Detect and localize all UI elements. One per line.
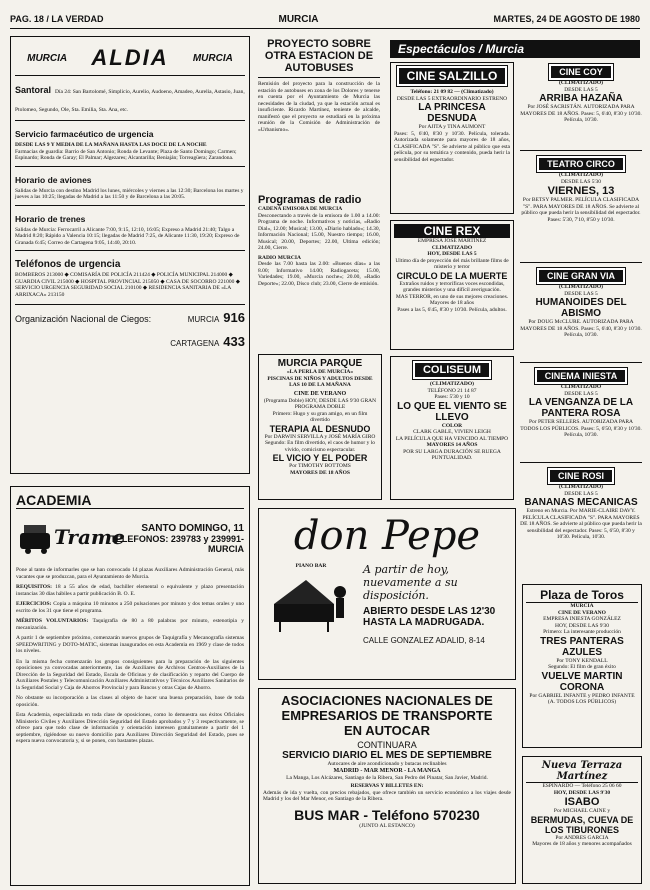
cinema-column	[520, 62, 642, 582]
piano-bar-illustration	[266, 570, 356, 634]
cine-coliseum	[390, 356, 514, 500]
piano-bar-label: PIANO BAR	[295, 563, 327, 569]
cinema-sub: (CLIMATIZADO)	[559, 284, 603, 290]
coliseum-note: POR SU LARGA DURACIÓN SE RUEGA PUNTUALIDAD.	[403, 448, 501, 461]
cinema-name: CINEMA INIESTA	[535, 368, 628, 384]
cinema-sub: (CLIMATIZADO)	[559, 80, 603, 86]
parque-sched: (Programa Doble) HOY, DESDE LAS 9'30 GRAN PROGRAMA DOBLE	[263, 397, 377, 410]
santoral-text: Día 24: San Bartolomé, Simplicio, Aurelio, Audoeno, Amadeo, Aurelia, Astasio, Juan, Ptolomeo, Segundo, Ole, Sta. Emilia, Sta. Ana, etc.	[15, 89, 245, 113]
rex-note: Ultimo día de proyección del más brillante films de misterio y terror	[395, 257, 509, 270]
terraza-martinez-ad	[522, 756, 642, 884]
toros-rating: (A. TODOS LOS PÚBLICOS)	[547, 699, 617, 705]
autocar-address: (JUNTO AL ESTANCO)	[359, 822, 415, 829]
section-name: MURCIA	[278, 14, 319, 25]
terraza-cast: Por ANDRES GARCIA	[555, 834, 609, 841]
radio-programs	[258, 194, 380, 354]
planes-label: Horario de aviones	[15, 174, 92, 185]
rex-sub2: MAS TERROR, en uno de sus mejores creaciones. Mayores de 18 años	[395, 293, 509, 306]
autocar-ad	[258, 688, 516, 884]
cinema-film: HUMANOIDES DEL ABISMO	[535, 297, 627, 319]
page-date: MARTES, 24 DE AGOSTO DE 1980	[493, 14, 640, 24]
rex-name: CINE REX	[394, 224, 510, 238]
cinema-body: Estreno en Murcia. Por MARIE-CLAIRE DAVY. PELÍCULA CLASIFICADA "S". PARA MAYORES DE 18 AÑOS. Se advierte al público que pueda herir la sensibilidad del espectador. Pases: 5, 6'50, 8'30 y 10'30. Película, 10'30.	[520, 508, 642, 540]
parque-film: TERAPIA AL DESNUDO	[269, 423, 371, 434]
salzillo-name: CINE SALZILLO	[397, 66, 508, 86]
cinema-body: Por BETSY PALMER. PELÍCULA CLASIFICADA "S". PARA MAYORES DE 18 AÑOS. Se advierte al público que pueda herir la sensibilidad del espectador. Pases: 5'30, 7'10, 8'50 y 10'30.	[521, 197, 641, 223]
autocar-reserve: RESERVAS Y BILLETES EN:	[350, 783, 424, 789]
coliseum-rating: MAYORES 14 AÑOS	[426, 442, 478, 448]
toros-city: MURCIA	[570, 603, 594, 609]
page-number: PAG. 18 / LA VERDAD	[10, 14, 104, 24]
radio-text: Desde las 7.00 hasta las 2.00: «Buenos días» a las 8.00; Informativo 14.00; Radiogaceta; 15.00, Variedades; 19.00, «Murcia noche»; 20.00, «Radio Deporte»; 22.00, Disco club; 23.00, Cierre de emisión.	[258, 261, 380, 287]
toros-empresa: EMPRESA INIESTA GONZÁLEZ	[543, 616, 621, 622]
academia-ad	[10, 486, 250, 886]
autocar-title: EN AUTOCAR	[344, 723, 430, 738]
academia-p4: Esta Academia, especializada en toda clase de oposiciones, como lo demuestra sus éxitos Oficiales Ministerio Civiles y Auxiliares Dirección Seguridad del Estado aprobados y 7 y 3 respectivamente, se ofrece para que todo clase de información y orientación interesen gratuitamente a partir del 1 septiembre, rigiéndose su nuevo domicilio para Auxiliares Dirección Seguridad del Estado, pues se espera nueva convocatoria y, si se ponen, con bastantes plazas.	[16, 712, 244, 744]
santoral-label: Santoral	[15, 85, 52, 95]
don-pepe-address: CALLE GONZALEZ ADALID, 8-14	[363, 636, 485, 645]
parque-title: MURCIA PARQUE	[277, 358, 363, 369]
don-pepe-line1: A partir de hoy, nuevamente a su disposición.	[363, 563, 458, 602]
req-label: REQUISITOS:	[16, 584, 52, 590]
parque-film: EL VICIO Y EL PODER	[272, 453, 368, 463]
cinema-name: CINE COY	[549, 64, 613, 80]
toros-first: Primero: La interesante producción	[543, 629, 621, 635]
ex-label: EJERCICIOS:	[16, 601, 52, 607]
coliseum-clima: (CLIMATIZADO)	[430, 381, 474, 387]
ex-text: Copia a máquina 10 minutos a 250 pulsaciones por minuto y dos temas orales y uno escrito de los 31 que tiene el programa.	[16, 601, 244, 614]
trains-label: Horario de trenes	[15, 213, 86, 224]
phones-text: BOMBEROS 213000 ◆ COMISARÍA DE POLICÍA 211424 ◆ POLICÍA MUNICIPAL 214000 ◆ GUARDIA CIVIL 215000 ◆ HOSPITAL PROVINCIAL 215050 ◆ CASA DE SOCORRO 221000 ◆ SERVICIO URGENCIA SEGURIDAD SOCIAL 210100 ◆ RESIDENCIA SANITARIA DE «LA ARRIXACA» 213150	[15, 272, 240, 298]
academia-address: SANTO DOMINGO, 11	[141, 522, 244, 534]
academia-logo: Trame	[54, 525, 125, 549]
planes-text: Salidas de Murcia con destino Madrid los lunes, miércoles y viernes a las 12:30; Barcelona los martes y jueves a las 10:25; llegadas de Madrid a las 11:50 y de Barcelona a las 20:05.	[15, 187, 244, 200]
salzillo-phone: Teléfono: 21 09 82 — (Climatizado)	[410, 89, 494, 95]
coliseum-color: COLOR	[441, 422, 463, 429]
typewriter-logo	[16, 515, 125, 561]
academia-p2: En la misma fecha comenzarán los grupos consiguientes para la preparación de las siguientes oposiciones ya convocadas anteriormente, 1as de Auxiliares de Archivos Centros-Auxiliares de la Dirección de la Seguridad del Estado, Escala de Oficinas y de clasificación y reparto del Cuerpo de Auxiliares Postales y Telecomunicación Auxiliares Administrativos y Técnicos Auxiliares Sanitarios de la Seguridad Social y Caja de Ahorros Provincial y para Bancos y otras Cajas de Ahorro.	[16, 658, 244, 691]
cinema-sched: DESDE LAS 5	[564, 86, 598, 93]
once-number: 433	[223, 334, 245, 349]
autocar-stops: La Manga, Los Alcázares, Santiago de la Ribera, San Pedro del Pinatar, San Javier, Madrid.	[286, 774, 488, 781]
parque-cast: Por DARWIN SERVILLA y JOSÉ MARÍA GIRO	[264, 433, 376, 440]
bus-body: Remisión del proyecto para la construcción de la estación de autobuses en zona de los Dolores y tenerse en cuenta por el Ayuntamiento de Murcia las necesidades de la ciudad, ya que la estación actual es insuficiente. Ricardo Martínez, teniente de alcalde, manifestó que el proyecto se estudiará en la próxima reunión de la Comisión de Administración de «Urbanismo».	[258, 81, 380, 133]
salzillo-cast: Por AJITA y TINA AUMONT	[418, 124, 486, 130]
academia-phones: TELEFONOS: 239783 y 239991-MURCIA	[110, 533, 244, 554]
coliseum-desc: LA PELÍCULA QUE HA VENCIDO AL TIEMPO	[395, 435, 509, 442]
parque-first: Primero: Hugo y su gran amigo, en un film divertido	[272, 410, 368, 423]
parque-cast: Por TIMOTHY BOTTOMS	[289, 463, 351, 469]
parque-rating: MAYORES DE 18 AÑOS	[290, 469, 350, 476]
salzillo-times: DESDE LAS 5 EXTRAORDINARIO ESTRENO	[396, 95, 508, 102]
cinema-name: CINE ROSI	[548, 468, 614, 484]
rex-film: CIRCULO DE LA MUERTE	[396, 270, 508, 281]
cinema-sched: DESDE LAS 5	[564, 290, 598, 297]
once-label: Organización Nacional de Ciegos:	[15, 314, 152, 324]
terraza-city: ESPINARDO — Teléfono 25 06 60	[542, 783, 622, 789]
murcia-al-dia-banner	[15, 41, 245, 76]
cinema-sub: (CLIMATIZADO)	[559, 172, 603, 178]
cinema-film: BANANAS MECANICAS	[524, 497, 638, 508]
toros-cine: CINE DE VERANO	[558, 609, 606, 616]
radio-text: Desconectando a través de la emisora de 1.00 a 14.00: Programa de noche. Informativos y noticias, «Radio Dial», 12.00; Musical; 13.00, «Diario hablado»; 14.30, Información Nacional; 15.00, Nuestro tiempo; 16.00, Musical; 20.00, Deportes; 22.00, Ultima edición; 24.00, Cierre.	[258, 212, 380, 251]
mer-text: Taquigrafía de 80 a 80 palabras por minuto, estenotipia y mecanización.	[16, 618, 244, 631]
cinema-sched: DESDE LAS 5	[564, 490, 598, 497]
rex-desc: Extraños ruidos y terroríficas voces escondidas, grandes misterios y una difícil averiguación.	[399, 280, 505, 293]
toros-film: TRES PANTERAS AZULES	[540, 635, 624, 658]
pharmacy-text: Farmacias de guardia: Barrio de San Antonio; Ronda de Levante; Plaza de Santo Domingo; Carmen; Espinardo; Ronda de Garay; El Palmar; Algezares; Alcantarilla; Beniaján; Torreagüera; Zarandona.	[15, 148, 237, 161]
coliseum-phone: TELÉFONO 21 14 87	[427, 387, 477, 394]
terraza-film: ISABO	[564, 796, 600, 808]
terraza-rating: Mayores de 18 años y menores acompañados	[532, 841, 632, 847]
don-pepe-logo: don Pepe	[293, 513, 481, 559]
once-city: CARTAGENA	[170, 339, 220, 348]
cinema-sub: CLIMATIZADO	[560, 384, 602, 390]
toros-film: VUELVE MARTIN CORONA	[541, 670, 623, 693]
cinema-sched: DESDE LAS 5'30	[560, 178, 602, 185]
autocar-continua: CONTINUARA	[357, 740, 417, 750]
bus-headline: PROYECTO SOBRE OTRA ESTACION DE AUTOBUSES	[258, 38, 380, 78]
toros-second: Segundo: El film de gran éxito	[548, 664, 616, 670]
cine-salzillo	[390, 62, 514, 214]
trains-text: Salidas de Murcia: Ferrocarril a Alicante 7:00, 9:15, 12:10, 16:05; Expreso a Madrid 21:40; Talgo a Madrid 8:20; Rápido a Valencia 10:15; llegadas de Madrid 7:25, de Alicante 11:30, 19:20; Expreso de Granada 6:45; Correo de Cartagena 9:05, 14:40, 20:10.	[15, 226, 240, 246]
espectaculos-banner	[390, 40, 640, 58]
banner-logo: ALDIA	[91, 45, 169, 70]
cine-rex	[390, 220, 514, 350]
autocar-auth: Autocares de aire acondicionado y butacas reclinables	[327, 761, 447, 767]
radio-headline: Programas de radio	[258, 194, 362, 206]
coliseum-name: COLISEUM	[413, 361, 491, 379]
autocar-text: Además de ida y vuelta, con precios rebajados, que ofrece también un servicio económico a los viajes desde Madrid y los del Mar Menor, en Santiago de la Ribera.	[263, 789, 511, 802]
parque-sub: «LA PERLA DE MURCIA»	[286, 369, 354, 375]
parque-second: Segundo: En film divertido, el caos de humor y lo vivido, comicismo espectacular.	[265, 440, 375, 453]
coliseum-film: LO QUE EL VIENTO SE LLEVO	[397, 400, 507, 423]
page-header	[10, 14, 640, 29]
banner-word: MURCIA	[27, 52, 68, 64]
bus-article	[258, 38, 380, 188]
academia-p3: No obstante su incorporación a las clases al objeto de hacer una buena preparación, base de toda oposición.	[16, 695, 244, 708]
cinema-name: TEATRO CIRCO	[537, 156, 625, 172]
autocar-title: ASOCIACIONES NACIONALES DE	[281, 693, 493, 708]
banner-word: MURCIA	[192, 52, 233, 64]
toros-title: Plaza de Toros	[526, 588, 638, 603]
req-text: 18 a 55 años de edad, bachiller elemental o equivalente y plazo presentación instancias 30 días hábiles a partir publicación B. O. E.	[16, 584, 245, 597]
city-guide	[10, 36, 250, 474]
cinema-film: ARRIBA HAZAÑA	[539, 93, 623, 104]
cinema-listing	[520, 463, 642, 582]
parque-sub2: PISCINAS DE NIÑOS Y ADULTOS DESDE LAS 10 DE LA MAÑANA	[267, 375, 373, 388]
terraza-sched: HOY, DESDE LAS 9'30	[553, 789, 611, 796]
cinema-sched: DESDE LAS 5	[564, 390, 598, 397]
don-pepe-line2: ABIERTO DESDE LAS 12'30 HASTA LA MADRUGADA.	[363, 606, 496, 628]
autocar-phone: BUS MAR - Teléfono 570230	[294, 806, 480, 823]
don-pepe-ad	[258, 508, 516, 680]
rex-clima: CLIMATIZADO	[431, 244, 473, 251]
autocar-service: SERVICIO DIARIO EL MES DE SEPTIEMBRE	[282, 750, 492, 761]
rex-pases: Pases a las 5, 6'45, 8'30 y 10'30. Película, adultos.	[397, 306, 507, 313]
terraza-title: Nueva Terraza Martínez	[526, 760, 638, 783]
autocar-route: MADRID - MAR MENOR - LA MANGA	[333, 767, 441, 774]
toros-sched: HOY, DESDE LAS 9'30	[554, 622, 610, 629]
cinema-name: CINE GRAN VIA	[537, 268, 625, 284]
cinema-film: VIERNES, 13	[547, 185, 615, 197]
cinema-sub: (CLIMATIZADO)	[559, 484, 603, 490]
rex-sub: EMPRESA JOSÉ MARTÍNEZ	[417, 238, 487, 244]
murcia-parque-ad	[258, 354, 382, 500]
pharmacy-label: Servicio farmacéutico de urgencia	[15, 129, 154, 139]
plaza-toros-ad	[522, 584, 642, 748]
salzillo-note: Pases: 5, 6'40, 8'30 y 10'30. Película, tolerada. Autorizada solamente para mayores de 18 años, CLASIFICADA "S". Se advierte al público que esta película, por su temática y contenido, pueda herir la sensibilidad del espectador.	[394, 130, 510, 163]
parque-cine: CINE DE VERANO	[293, 390, 347, 397]
espectaculos-title: Espectáculos / Murcia	[398, 42, 525, 56]
mer-label: MÉRITOS VOLUNTARIOS:	[16, 618, 89, 624]
toros-cast: Por TONY KENDALL	[556, 657, 608, 664]
rex-sched: HOY, DESDE LAS 5	[427, 251, 477, 257]
academia-intro: Pone al tanto de informarles que se han convocado 14 plazas Auxiliares Administración General, más vacantes que se produzcan, para el Ayuntamiento de Murcia.	[16, 567, 244, 580]
pharmacy-note: DESDE LAS 9 Y MEDIA DE LA MAÑANA HASTA LAS DOCE DE LA NOCHE	[15, 142, 207, 148]
phones-label: Teléfonos de urgencia	[15, 259, 121, 270]
academia-title: ACADEMIA	[16, 492, 244, 509]
cinema-body: Por DOUG McCLURE. AUTORIZADA PARA MAYORES DE 18 AÑOS. Pases: 5, 6'40, 8'30 y 10'30. Película, 10'30.	[520, 319, 642, 338]
salzillo-film: LA PRINCESA DESNUDA	[418, 102, 486, 124]
cinema-listing	[520, 263, 642, 363]
toros-cast: Por GABRIEL INFANTE y PEDRO INFANTE	[529, 692, 635, 699]
cinema-body: Por JOSÉ SACRISTÁN. AUTORIZADA PARA MAYORES DE 18 AÑOS. Pases: 5, 6'40, 8'30 y 10'30. Película, 10'30.	[520, 104, 642, 123]
once-city: MURCIA	[187, 315, 220, 324]
autocar-title: EMPRESARIOS DE TRANSPORTE	[281, 708, 493, 723]
terraza-film: BERMUDAS, CUEVA DE LOS TIBURONES	[530, 814, 634, 835]
cinema-listing	[520, 363, 642, 463]
terraza-cast: Por MICHAEL CAINE y	[553, 808, 611, 814]
once-number: 916	[223, 310, 245, 325]
cinema-listing	[520, 151, 642, 263]
cinema-listing	[520, 62, 642, 151]
coliseum-cast: CLARK GABLE, VIVIEN LEIGH	[413, 429, 491, 435]
academia-p1: A partir 1 de septiembre próximo, comenzarán nuevos grupos de Taquigrafía y Mecanografía sistemas SPEEDWRITING y DOTO-MATIC, sistemas inaugurados en esta Academia en 1969 y clase de todos los niveles.	[16, 635, 244, 654]
radio-station: RADIO MURCIA	[258, 254, 301, 261]
radio-station: CADENA EMISORA DE MURCIA	[258, 206, 343, 212]
coliseum-pases: Pases: 5'30 y 10	[434, 394, 470, 400]
cinema-film: LA VENGANZA DE LA PANTERA ROSA	[528, 397, 634, 419]
cinema-body: Por PETER SELLERS. AUTORIZADA PARA TODOS LOS PÚBLICOS. Pases: 5, 6'50, 8'30 y 10'30. Película, 10'30.	[520, 419, 642, 438]
